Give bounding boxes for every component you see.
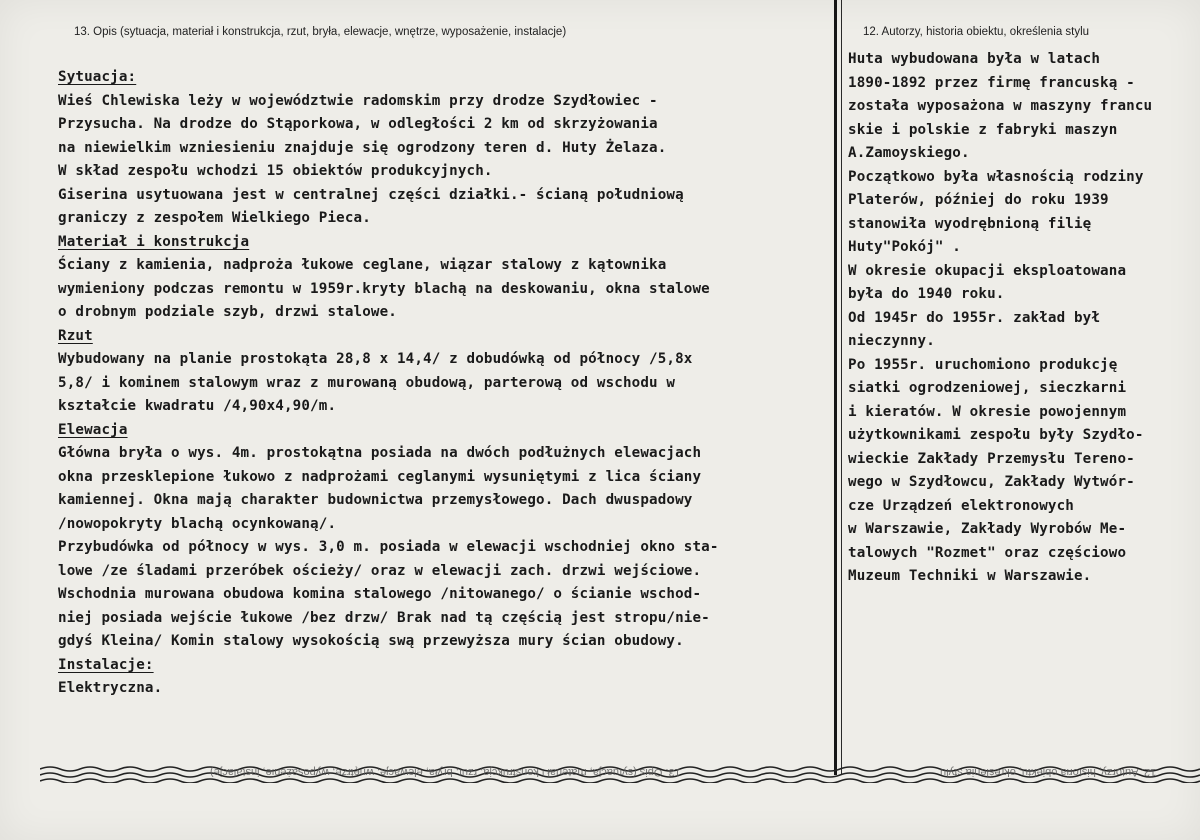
mirrored-section-13-header: 13. Opis (sytuacja, materiał i konstrukcja, rzut, bryła, elewacje, wnętrze, wyposażenie, instalacje) xyxy=(210,766,681,778)
text-line: była do 1940 roku. xyxy=(848,286,1005,302)
text-line: Muzeum Techniki w Warszawie. xyxy=(848,568,1092,584)
section-heading: Sytuacja: xyxy=(58,69,137,85)
text-line: W skład zespołu wchodzi 15 obiektów produkcyjnych. xyxy=(58,163,493,179)
text-line: Główna bryła o wys. 4m. prostokątna posiada na dwóch podłużnych elewacjach xyxy=(58,445,702,461)
section-heading: Instalacje: xyxy=(58,656,154,673)
text-line: Elektryczna. xyxy=(58,680,163,696)
text-line: Od 1945r do 1955r. zakład był xyxy=(848,309,1101,326)
text-line: użytkownikami zespołu były Szydło- xyxy=(848,427,1144,443)
text-line: Wieś Chlewiska leży w województwie radomskim przy drodze Szydłowiec - xyxy=(58,92,658,109)
text-line: o drobnym podziale szyb, drzwi stalowe. xyxy=(58,304,397,320)
history-text xyxy=(848,48,1152,589)
section-heading: Elewacja xyxy=(58,421,128,438)
text-line: wieckie Zakłady Przemysłu Tereno- xyxy=(848,450,1135,467)
description-text xyxy=(58,66,719,701)
section-heading: Materiał i konstrukcja xyxy=(58,233,250,250)
text-line: skie i polskie z fabryki maszyn xyxy=(848,121,1118,138)
text-line: gdyś Kleina/ Komin stalowy wysokością swą przewyższa mury ścian obudowy. xyxy=(58,633,684,649)
text-line: Platerów, później do roku 1939 xyxy=(848,192,1109,208)
section-13-header: 13. Opis (sytuacja, materiał i konstrukcja, rzut, bryła, elewacje, wnętrze, wyposażenie, instalacje) xyxy=(74,26,567,38)
text-line: Huta wybudowana była w latach xyxy=(848,51,1101,67)
text-line: siatki ogrodzeniowej, sieczkarni xyxy=(848,380,1127,396)
text-line: 5,8/ i kominem stalowym wraz z murowaną obudową, parterową od wschodu w xyxy=(58,374,676,391)
text-line: niej posiada wejście łukowe /bez drzw/ Brak nad tą częścią jest stropu/nie- xyxy=(58,609,710,626)
text-line: kształcie kwadratu /4,90x4,90/m. xyxy=(58,398,337,414)
text-line: stanowiła wyodrębnioną filię xyxy=(848,215,1092,232)
text-line: wego w Szydłowcu, Zakłady Wytwór- xyxy=(848,474,1135,490)
text-line: Giserina usytuowana jest w centralnej części działki.- ścianą południową xyxy=(58,186,684,203)
text-line: Przysucha. Na drodze do Stąporkowa, w odległości 2 km od skrzyżowania xyxy=(58,116,658,132)
text-line: lowe /ze śladami przeróbek ościeży/ oraz w elewacji zach. drzwi wejściowe. xyxy=(58,562,702,579)
text-line: /nowopokryty blachą ocynkowaną/. xyxy=(58,515,337,532)
text-line: Ściany z kamienia, nadproża łukowe ceglane, wiązar stalowy z kątownika xyxy=(58,257,667,273)
text-line: Wybudowany na planie prostokąta 28,8 x 14,4/ z dobudówką od północy /5,8x xyxy=(58,351,693,367)
text-line: Huty"Pokój" . xyxy=(848,239,961,255)
text-line: talowych "Rozmet" oraz częściowo xyxy=(848,544,1127,561)
text-line: została wyposażona w maszyny francu xyxy=(848,98,1153,114)
text-line: graniczy z zespołem Wielkiego Pieca. xyxy=(58,210,371,226)
section-12-header: 12. Autorzy, historia obiektu, określenia stylu xyxy=(863,26,1090,38)
text-line: Początkowo była własnością rodziny xyxy=(848,168,1144,185)
text-line: na niewielkim wzniesieniu znajduje się ogrodzony teren d. Huty Żelaza. xyxy=(58,139,667,156)
column-divider xyxy=(834,0,837,775)
column-divider-inner xyxy=(841,0,842,775)
text-line: i kieratów. W okresie powojennym xyxy=(848,403,1127,420)
mirrored-section-12-header: 12. Autorzy, historia obiektu, określenia stylu xyxy=(940,766,1157,778)
text-line: Przybudówka od północy w wys. 3,0 m. posiada w elewacji wschodniej okno sta- xyxy=(58,539,719,555)
text-line: Wschodnia murowana obudowa komina stalowego /nitowanego/ o ścianie wschod- xyxy=(58,586,702,602)
text-line: A.Zamoyskiego. xyxy=(848,145,970,161)
text-line: Po 1955r. uruchomiono produkcję xyxy=(848,356,1118,373)
text-line: cze Urządzeń elektronowych xyxy=(848,497,1074,514)
text-line: okna przesklepione łukowo z nadprożami ceglanymi wysuniętymi z lica ściany xyxy=(58,468,702,485)
text-line: nieczynny. xyxy=(848,333,935,349)
text-line: kamiennej. Okna mają charakter budownictwa przemysłowego. Dach dwuspadowy xyxy=(58,492,693,508)
section-heading: Rzut xyxy=(58,327,93,344)
text-line: w Warszawie, Zakłady Wyrobów Me- xyxy=(848,521,1127,537)
text-line: wymieniony podczas remontu w 1959r.kryty blachą na deskowaniu, okna stalowe xyxy=(58,280,710,297)
text-line: W okresie okupacji eksploatowana xyxy=(848,262,1127,279)
text-line: 1890-1892 przez firmę francuską - xyxy=(848,74,1135,91)
